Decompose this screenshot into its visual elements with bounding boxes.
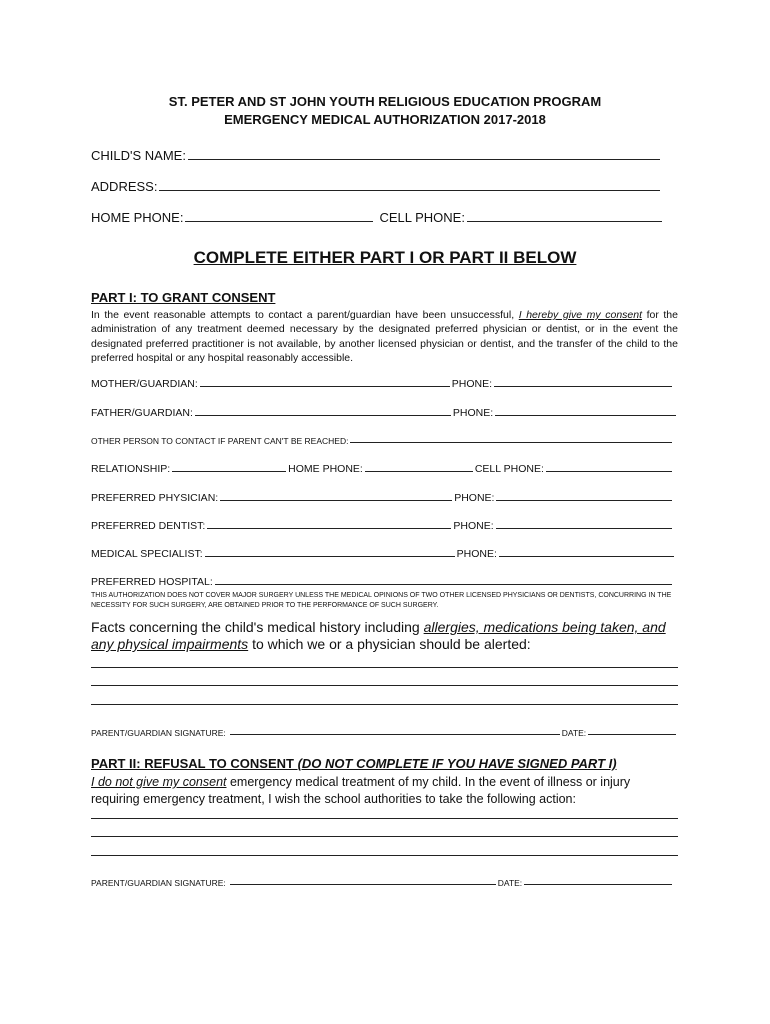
hospital-label: PREFERRED HOSPITAL: — [91, 576, 213, 588]
refusal-action-line-2[interactable] — [91, 836, 678, 837]
surgery-disclaimer: THIS AUTHORIZATION DOES NOT COVER MAJOR SURGERY UNLESS THE MEDICAL OPINIONS OF TWO OTHER LICENSED PHYSICIANS OR DENTISTS, CONCURRING IN THE NECESSITY FOR SUCH SURGERY, ARE OBTAINED PRIOR TO THE PERFORMANCE OF SUCH SURGERY. — [91, 592, 672, 609]
dentist-phone-label: PHONE: — [453, 520, 494, 532]
specialist-phone-label: PHONE: — [456, 548, 497, 560]
cell-phone-line[interactable] — [467, 221, 662, 222]
address-line[interactable] — [159, 190, 660, 191]
hospital-line[interactable] — [215, 584, 672, 585]
father-phone-label: PHONE: — [452, 407, 494, 419]
dentist-label: PREFERRED DENTIST: — [91, 520, 206, 532]
refusal-text-after: emergency medical treatment of my child. In the event of illness or injury requiring emergency treatment, I wish the school authorities to take the following action: — [91, 775, 631, 806]
consent-text-after: for the administration of any treatment deemed necessary by the designated preferred physician or dentist, or in the event the designated preferred practitioner is not available, by another licensed physician or dentist, and the transfer of the child to the preferred hospital or any hospital reasonably accessible. — [91, 309, 678, 364]
relationship-field — [91, 463, 674, 475]
relationship-cell-phone-label: CELL PHONE: — [474, 463, 544, 475]
dentist-phone-line[interactable] — [496, 528, 672, 529]
form-title: EMERGENCY MEDICAL AUTHORIZATION 2017-2018 — [224, 112, 546, 127]
father-phone-line[interactable] — [495, 415, 676, 416]
address-label: ADDRESS: — [91, 179, 158, 194]
relationship-cell-phone-line[interactable] — [546, 471, 672, 472]
facts-text-before: Facts concerning the child's medical history including — [91, 619, 420, 635]
part2-heading-emphasis: (DO NOT COMPLETE IF YOU HAVE SIGNED PART I) — [297, 756, 617, 771]
physician-phone-label: PHONE: — [454, 492, 495, 504]
medical-history-line-1[interactable] — [91, 667, 678, 668]
specialist-label: MEDICAL SPECIALIST: — [91, 548, 203, 560]
part1-date-label: DATE: — [561, 728, 587, 738]
part1-consent-text — [91, 308, 678, 365]
physician-field — [91, 492, 674, 504]
specialist-field — [91, 548, 676, 560]
consent-text-before: In the event reasonable attempts to contact a parent/guardian have been unsuccessful, — [91, 309, 515, 321]
part1-heading: PART I: TO GRANT CONSENT — [91, 290, 276, 305]
consent-emphasis: I hereby give my consent — [518, 309, 643, 321]
father-label: FATHER/GUARDIAN: — [91, 407, 193, 419]
part2-date-line[interactable] — [524, 884, 672, 885]
mother-guardian-field — [91, 378, 674, 390]
childs-name-field[interactable] — [91, 148, 662, 163]
mother-phone-label: PHONE: — [451, 378, 493, 390]
medical-history-line-2[interactable] — [91, 685, 678, 686]
part2-refusal-text — [91, 774, 678, 807]
facts-emphasis: allergies, medications being taken, and any physical impairments — [91, 619, 666, 652]
medical-history-prompt — [91, 619, 678, 653]
other-contact-label: OTHER PERSON TO CONTACT IF PARENT CAN'T BE REACHED: — [91, 436, 349, 446]
dentist-field — [91, 520, 674, 532]
medical-history-line-3[interactable] — [91, 704, 678, 705]
part1-date-line[interactable] — [588, 734, 676, 735]
home-phone-line[interactable] — [185, 221, 373, 222]
physician-line[interactable] — [220, 500, 452, 501]
refusal-emphasis: I do not give my consent — [91, 775, 227, 789]
part2-signature-line[interactable] — [230, 884, 496, 885]
father-guardian-field — [91, 407, 678, 419]
part2-heading-plain: PART II: REFUSAL TO CONSENT — [91, 756, 298, 771]
refusal-action-line-3[interactable] — [91, 855, 678, 856]
relationship-home-phone-line[interactable] — [365, 471, 473, 472]
part2-signature-label: PARENT/GUARDIAN SIGNATURE: — [91, 878, 226, 888]
part2-signature-field — [91, 878, 674, 888]
specialist-line[interactable] — [205, 556, 455, 557]
relationship-home-phone-label: HOME PHONE: — [288, 463, 363, 475]
relationship-line[interactable] — [172, 471, 286, 472]
mother-line[interactable] — [200, 386, 450, 387]
physician-phone-line[interactable] — [496, 500, 672, 501]
part1-signature-label: PARENT/GUARDIAN SIGNATURE: — [91, 728, 226, 738]
part2-date-label: DATE: — [497, 878, 523, 888]
relationship-label: RELATIONSHIP: — [91, 463, 171, 475]
facts-text-after: to which we or a physician should be alerted: — [252, 636, 531, 652]
mother-phone-line[interactable] — [494, 386, 672, 387]
specialist-phone-line[interactable] — [499, 556, 674, 557]
mother-label: MOTHER/GUARDIAN: — [91, 378, 198, 390]
part1-signature-field — [91, 728, 678, 738]
phone-fields — [91, 210, 664, 225]
childs-name-label: CHILD'S NAME: — [91, 148, 186, 163]
part1-signature-line[interactable] — [230, 734, 560, 735]
address-field[interactable] — [91, 179, 662, 194]
other-contact-line[interactable] — [350, 442, 672, 443]
instruction-heading: COMPLETE EITHER PART I OR PART II BELOW — [193, 248, 577, 267]
other-contact-field — [91, 436, 674, 446]
childs-name-line[interactable] — [188, 159, 660, 160]
father-line[interactable] — [195, 415, 451, 416]
refusal-action-line-1[interactable] — [91, 818, 678, 819]
part2-heading — [91, 756, 617, 771]
dentist-line[interactable] — [207, 528, 451, 529]
cell-phone-label: CELL PHONE: — [379, 210, 465, 225]
home-phone-label: HOME PHONE: — [91, 210, 184, 225]
program-title: ST. PETER AND ST JOHN YOUTH RELIGIOUS EDUCATION PROGRAM — [168, 94, 602, 109]
hospital-field — [91, 576, 674, 588]
physician-label: PREFERRED PHYSICIAN: — [91, 492, 219, 504]
